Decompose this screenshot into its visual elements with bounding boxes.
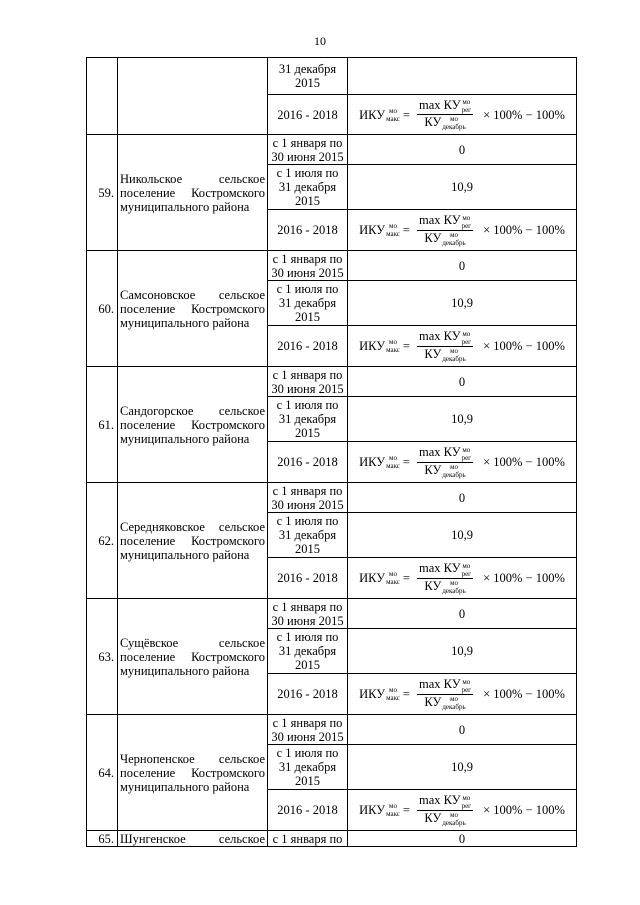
table-row: [87, 831, 577, 847]
formula-cell: [348, 674, 577, 715]
settlement-name-line: муниципального района: [120, 547, 250, 562]
formula-den-sup: мо: [450, 115, 458, 124]
formula-num: max КУ: [418, 677, 461, 692]
formula-num: max КУ: [418, 97, 461, 112]
settlement-name-line: поселение Костромского: [120, 533, 265, 548]
period-cell: с 1 июля по 31 декабря 2015: [268, 281, 348, 326]
formula-num: max КУ: [418, 329, 461, 344]
formula-num-sub: рег: [461, 453, 472, 462]
formula-lhs-sup: мо: [389, 222, 397, 230]
period-cell: с 1 июля по 31 декабря 2015: [268, 629, 348, 674]
formula-num: max КУ: [418, 561, 461, 576]
settlement-name-line: Никольское сельское: [120, 171, 265, 186]
formula: [359, 98, 565, 131]
formula-num-sup: мо: [462, 445, 471, 454]
formula-num-sub: рег: [461, 685, 472, 694]
settlement-name-line: поселение Костромского: [120, 417, 265, 432]
period-cell: с 1 января по 30 июня 2015: [268, 483, 348, 513]
settlement-name: [118, 135, 268, 251]
formula-eq: =: [402, 107, 410, 122]
settlement-name-line: поселение Костромского: [120, 301, 265, 316]
name-cell: [118, 58, 268, 135]
formula-tail: × 100% − 100%: [483, 107, 565, 122]
settlement-name-line: поселение Костромского: [120, 185, 265, 200]
formula-fraction: [417, 793, 473, 826]
value-cell: 0: [348, 251, 577, 281]
period-cell: с 1 июля по 31 декабря 2015: [268, 165, 348, 210]
formula-num-sup: мо: [462, 561, 471, 570]
table-row: [87, 367, 577, 397]
formula-num-sup: мо: [462, 98, 471, 106]
row-number: 60.: [87, 251, 118, 367]
formula-den-sub: декабрь: [442, 123, 466, 132]
settlement-name-line: муниципального района: [120, 199, 250, 214]
value-cell: 10,9: [348, 629, 577, 674]
table-row: [87, 135, 577, 165]
table-row: [87, 483, 577, 513]
period-cell: с 1 января по 30 июня 2015: [268, 367, 348, 397]
formula-den: КУ: [424, 810, 442, 825]
formula-lhs-sub: макс: [386, 694, 400, 702]
formula-lhs: ИКУ: [359, 571, 386, 585]
formula-den: КУ: [424, 462, 442, 477]
formula-eq: =: [402, 455, 410, 469]
formula-eq: =: [402, 571, 410, 585]
formula-fraction: [417, 445, 473, 478]
period-cell: 2016 - 2018: [268, 210, 348, 251]
period-cell: с 1 января по: [268, 831, 348, 847]
table-row: [87, 251, 577, 281]
formula-den: КУ: [424, 578, 442, 593]
settlement-name-line: муниципального района: [120, 431, 250, 446]
period-cell: с 1 января по 30 июня 2015: [268, 135, 348, 165]
formula-lhs: ИКУ: [359, 223, 386, 237]
settlement-name: [118, 715, 268, 831]
formula-lhs: ИКУ: [359, 803, 386, 817]
settlement-name-line: Середняковское сельское: [120, 519, 265, 534]
formula-num-sup: мо: [462, 213, 471, 222]
formula-tail: × 100% − 100%: [483, 571, 565, 585]
formula-lhs-sub: макс: [386, 810, 400, 818]
formula-lhs-sup: мо: [389, 454, 397, 462]
table-row: [87, 715, 577, 745]
value-cell: 10,9: [348, 165, 577, 210]
formula-cell: [348, 442, 577, 483]
value-cell: [348, 58, 577, 95]
formula-cell: [348, 95, 577, 135]
formula-tail: × 100% − 100%: [483, 687, 565, 701]
period-cell: 2016 - 2018: [268, 95, 348, 135]
formula-tail: × 100% − 100%: [483, 803, 565, 817]
formula-den-sub: декабрь: [442, 702, 466, 711]
formula-cell: [348, 326, 577, 367]
formula-fraction: [417, 213, 473, 246]
formula-num-sub: рег: [461, 337, 472, 346]
formula-den-sup: мо: [450, 230, 458, 239]
formula-den-sub: декабрь: [442, 238, 466, 247]
formula-num-sub: рег: [461, 106, 472, 114]
formula-lhs: ИКУ: [359, 339, 386, 353]
period-cell: 2016 - 2018: [268, 326, 348, 367]
formula-den: КУ: [424, 346, 442, 361]
formula-lhs-sup: мо: [389, 338, 397, 346]
formula-num-sub: рег: [461, 569, 472, 578]
table-row: [87, 58, 577, 95]
row-number: 62.: [87, 483, 118, 599]
period-cell: 2016 - 2018: [268, 674, 348, 715]
formula-den-sub: декабрь: [442, 818, 466, 827]
formula-lhs: ИКУ: [359, 107, 386, 122]
value-cell: 10,9: [348, 745, 577, 790]
formula-num-sup: мо: [462, 677, 471, 686]
formula-cell: [348, 210, 577, 251]
formula-fraction: [417, 98, 473, 131]
formula-lhs: ИКУ: [359, 687, 386, 701]
formula-lhs-sup: мо: [389, 570, 397, 578]
settlement-name-line: Сущёвское сельское: [120, 635, 265, 650]
formula-lhs-sup: мо: [389, 802, 397, 810]
formula-den-sup: мо: [450, 694, 458, 703]
formula-eq: =: [402, 223, 410, 237]
formula-num-sup: мо: [462, 329, 471, 338]
settlement-name-line: муниципального района: [120, 663, 250, 678]
row-number: 61.: [87, 367, 118, 483]
value-cell: 0: [348, 367, 577, 397]
period-cell: с 1 января по 30 июня 2015: [268, 599, 348, 629]
settlement-name-line: Сандогорское сельское: [120, 403, 265, 418]
settlement-name: [118, 251, 268, 367]
period-cell: 2016 - 2018: [268, 558, 348, 599]
formula-num: max КУ: [418, 445, 461, 460]
settlement-name-line: поселение Костромского: [120, 765, 265, 780]
formula-lhs-sub: макс: [386, 114, 400, 123]
formula-num-sup: мо: [462, 793, 471, 802]
formula-num-sub: рег: [461, 221, 472, 230]
formula-num: max КУ: [418, 793, 461, 808]
row-number: 64.: [87, 715, 118, 831]
formula-lhs-sub: макс: [386, 230, 400, 238]
value-cell: 0: [348, 599, 577, 629]
value-cell: 0: [348, 135, 577, 165]
formula: [359, 561, 565, 594]
formula-den: КУ: [424, 230, 442, 245]
formula-den-sup: мо: [450, 810, 458, 819]
formula-num-sub: рег: [461, 801, 472, 810]
formula: [359, 793, 565, 826]
formula-tail: × 100% − 100%: [483, 455, 565, 469]
formula-fraction: [417, 329, 473, 362]
period-cell: с 1 июля по 31 декабря 2015: [268, 745, 348, 790]
settlement-name: [118, 483, 268, 599]
formula-lhs: ИКУ: [359, 455, 386, 469]
period-cell: с 1 июля по 31 декабря 2015: [268, 513, 348, 558]
formula-cell: [348, 790, 577, 831]
formula-den: КУ: [424, 694, 442, 709]
formula-den-sub: декабрь: [442, 470, 466, 479]
settlement-name: [118, 367, 268, 483]
page-number: 10: [314, 34, 326, 48]
value-cell: 0: [348, 483, 577, 513]
value-cell: 0: [348, 715, 577, 745]
value-cell: 10,9: [348, 281, 577, 326]
formula-den-sup: мо: [450, 346, 458, 355]
formula: [359, 677, 565, 710]
formula-den: КУ: [424, 115, 442, 129]
period-cell: 2016 - 2018: [268, 790, 348, 831]
formula-den-sub: декабрь: [442, 354, 466, 363]
formula-eq: =: [402, 803, 410, 817]
formula: [359, 329, 565, 362]
formula-num: max КУ: [418, 213, 461, 228]
settlement-name-line: Чернопенское сельское: [120, 751, 265, 766]
formula-den-sup: мо: [450, 462, 458, 471]
settlement-name-line: муниципального района: [120, 779, 250, 794]
number-cell: [87, 58, 118, 135]
formula-eq: =: [402, 687, 410, 701]
row-number: 63.: [87, 599, 118, 715]
settlement-name-line: Самсоновское сельское: [120, 287, 265, 302]
formula-lhs-sub: макс: [386, 462, 400, 470]
formula-den-sup: мо: [450, 578, 458, 587]
period-cell: с 1 июля по 31 декабря 2015: [268, 397, 348, 442]
tariff-table: [86, 57, 577, 847]
period-cell: 31 декабря 2015: [268, 58, 348, 95]
formula-lhs-sub: макс: [386, 578, 400, 586]
formula: [359, 213, 565, 246]
row-number: 59.: [87, 135, 118, 251]
formula-lhs-sub: макс: [386, 346, 400, 354]
formula-lhs-sup: мо: [389, 106, 397, 115]
period-cell: 2016 - 2018: [268, 442, 348, 483]
formula-eq: =: [402, 339, 410, 353]
formula-tail: × 100% − 100%: [483, 223, 565, 237]
settlement-name: [118, 599, 268, 715]
settlement-name-line: муниципального района: [120, 315, 250, 330]
formula: [359, 445, 565, 478]
period-cell: с 1 января по 30 июня 2015: [268, 715, 348, 745]
formula-cell: [348, 558, 577, 599]
settlement-name-line: поселение Костромского: [120, 649, 265, 664]
formula-fraction: [417, 677, 473, 710]
settlement-name: Шунгенское сельское: [118, 831, 268, 847]
formula-lhs-sup: мо: [389, 686, 397, 694]
formula-fraction: [417, 561, 473, 594]
value-cell: 10,9: [348, 513, 577, 558]
value-cell: 0: [348, 831, 577, 847]
formula-den-sub: декабрь: [442, 586, 466, 595]
period-cell: с 1 января по 30 июня 2015: [268, 251, 348, 281]
formula-tail: × 100% − 100%: [483, 339, 565, 353]
table-row: [87, 599, 577, 629]
row-number: 65.: [87, 831, 118, 847]
value-cell: 10,9: [348, 397, 577, 442]
